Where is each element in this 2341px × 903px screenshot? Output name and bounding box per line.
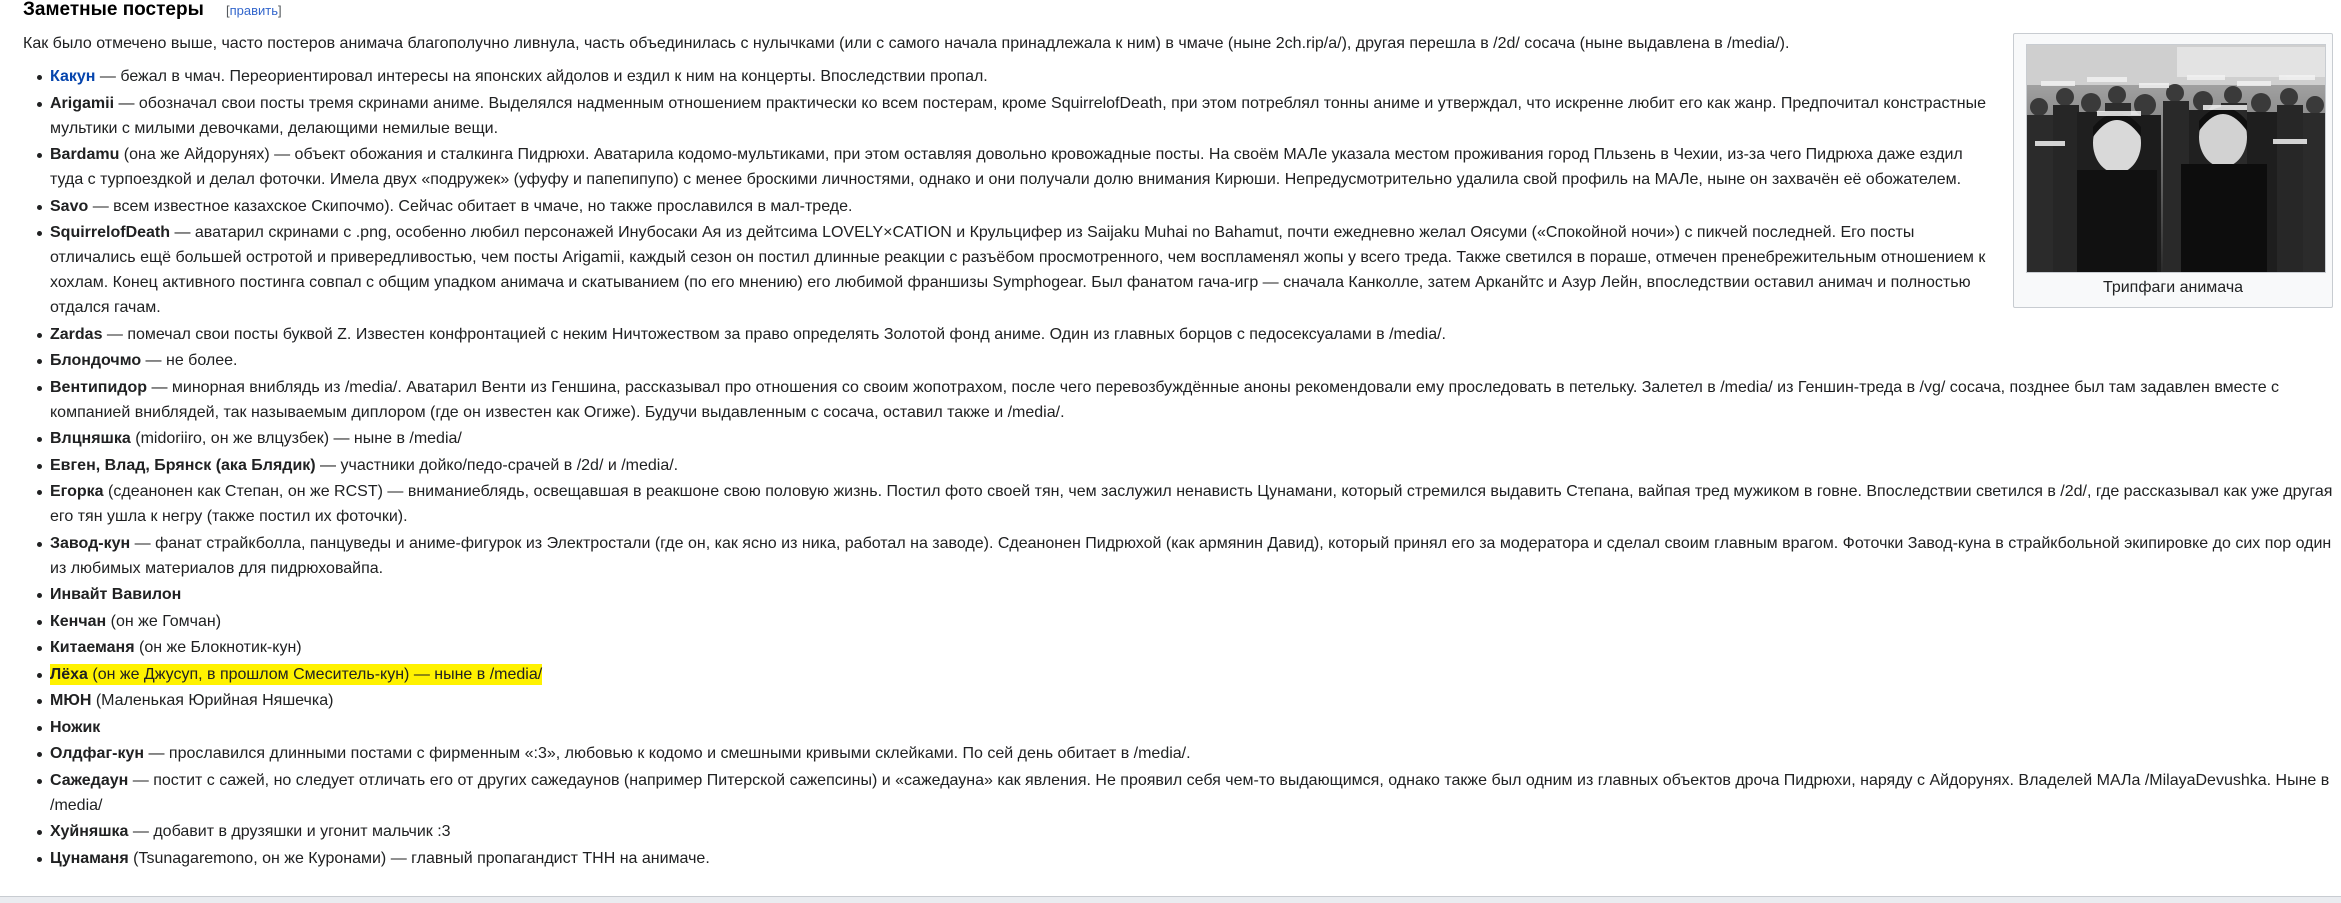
poster-description: — участники дойко/педо-срачей в /2d/ и /media/.	[315, 456, 679, 474]
poster-description: — постит с сажей, но следует отличать его от других сажедаунов (например Питерской сажепсины) и «сажедауна» как явления. Не проявил себя чем-то выдающимся, однако также был одним из главных объектов дроча Пидрюхи, наряду с Айдорунях. Владелей МАЛа /MilayaDevushka. Ныне в /media/	[50, 771, 2330, 814]
list-item	[23, 768, 2333, 818]
poster-name: Хуйняшка	[50, 823, 129, 840]
poster-name: Евген, Влад, Брянск (ака Блядик)	[50, 456, 316, 474]
poster-description: (сдеанонен как Степан, он же RCST) — вниманиеблядь, освещавшая в реакшоне свою половую жизнь. Постил фото своей тян, чем заслужил ненависть Цунамани, который стремился выдавить Степана, вайпая тред мужиком в говне. Впоследствии светился в /2d/, где рассказывал как уже другая его тян ушла к негру (также постил их фоточки).	[50, 483, 2333, 525]
poster-name: Егорка	[50, 483, 104, 500]
poster-name: Влцняшка	[50, 430, 131, 447]
poster-name: Инвайт Вавилон	[50, 586, 182, 603]
poster-name: Вентипидор	[50, 378, 147, 396]
poster-name: МЮН	[50, 692, 92, 709]
poster-name: Блондочмо	[50, 352, 142, 369]
list-item-highlighted	[23, 662, 2333, 687]
poster-description: — добавит в друзяшки и угонит мальчик :3	[128, 823, 451, 840]
poster-name: Цунаманя	[50, 849, 129, 867]
edit-section-link-wrapper	[226, 3, 282, 19]
list-item	[23, 322, 2000, 347]
poster-description: — аватарил скринами с .png, особенно любил персонажей Инубосаки Ая из дейтсима LOVELY×CATION и Крульцифер из Saijaku Muhai no Bahamut, почти ежедневно желал Оясуми («Спокойной ночи») с пикчей последней. Его посты отличались ещё большей остротой и привередливостью, чем посты Arigamii, каждый сезон он постил длинные реакции с разъёбом просмотренного, чем воспламенял жопы у всего треда. Также светился в пораше, отмечен пренебрежительным отношением к хохлам. Конец активного постинга совпал с общим упадком анимача и скатыванием (по его мнению) его любимой франшизы Symphogear. Был фанатом гача-игр — сначала Канколле, затем Арканйтс и Азур Лейн, впоследствии оставил анимач и полностью отдался гачам.	[50, 224, 1986, 316]
poster-name: Bardamu	[50, 146, 120, 163]
poster-description: — прославился длинными постами с фирменным «:3», любовью к кодомо и смешными кривыми склейками. По сей день обитает в /media/.	[144, 745, 1191, 762]
edit-bracket-open: [	[226, 3, 230, 18]
list-item	[23, 531, 2333, 581]
list-item	[23, 846, 2333, 871]
poster-description: (он же Гомчан)	[106, 612, 222, 630]
list-item	[23, 609, 2333, 634]
poster-name: Savo	[50, 197, 89, 215]
list-item	[23, 635, 2333, 660]
section-heading: Заметные постеры	[23, 0, 204, 20]
poster-name: Arigamii	[50, 94, 115, 112]
poster-description: (он же Блокнотик-кун)	[134, 639, 302, 656]
poster-name: Завод-кун	[50, 534, 131, 552]
list-item	[23, 91, 2000, 141]
edit-bracket-close: ]	[278, 3, 282, 18]
poster-name: Олдфаг-кун	[50, 745, 145, 762]
list-item	[23, 479, 2333, 529]
intro-paragraph: Как было отмечено выше, часто постеров анимача благополучно ливнула, часть объединилась с нулычками (или с самого начала принадлежала к ним) в чмаче (ныне 2ch.rip/a/), другая перешла в /2d/ сосача (ныне выдавлена в /media/).	[23, 35, 1790, 52]
list-item	[23, 819, 2333, 844]
poster-name: SquirrelofDeath	[50, 224, 171, 241]
poster-description: (он же Джусуп, в прошлом Смеситель-кун) — ныне в /media/	[87, 665, 543, 683]
poster-name: Ножик	[50, 718, 101, 736]
poster-name: Сажедаун	[50, 771, 129, 789]
horizontal-scrollbar[interactable]	[0, 896, 2341, 903]
poster-description: — минорная вниблядь из /media/. Аватарил Венти из Геншина, рассказывал про отношения со своим жопотрахом, после чего перевозбуждённые аноны рекомендовали ему проследовать в петельку. Залетел в /media/ из Геншин-треда в /vg/ сосача, позднее был там задавлен вместе с компанией вниблядей, так называемым диплором (где он известен как Огиже). Будучи выдавленным с сосача, оставил также и /media/.	[50, 378, 2280, 421]
list-item	[23, 194, 2000, 219]
list-item	[23, 426, 2333, 451]
poster-description: — бежал в чмач. Переориентировал интересы на японских айдолов и ездил к ним на концерты. Впоследствии пропал.	[95, 68, 988, 85]
poster-description: — не более.	[141, 352, 238, 369]
figure-caption: Трипфаги анимача	[2102, 279, 2244, 296]
list-item	[23, 220, 2000, 320]
poster-name: Лёха	[50, 665, 88, 683]
list-item	[23, 348, 2333, 373]
poster-description: (midoriiro, он же влцузбек) — ныне в /media/	[130, 430, 462, 447]
text-highlight	[50, 664, 542, 685]
list-item	[23, 64, 2000, 89]
poster-name: Кенчан	[50, 612, 107, 630]
poster-description: — всем известное казахское Скипочмо). Сейчас обитает в чмаче, но также прославился в мал-треде.	[88, 197, 853, 215]
list-item	[23, 142, 2000, 192]
poster-description: — помечал свои посты буквой Z. Известен конфронтацией с неким Ничтожеством за право определять Золотой фонд аниме. Один из главных борцов с педосексуалами в /media/.	[102, 325, 1446, 343]
poster-name: Китаеманя	[50, 639, 135, 656]
list-item	[23, 582, 2333, 607]
poster-name-link[interactable]: Какун	[50, 68, 96, 85]
poster-description: — обозначал свои посты тремя скринами аниме. Выделялся надменным отношением практически ко всем постерам, кроме SquirrelofDeath, при этом потреблял тонны аниме и утверждал, что искренне любит его как жанр. Предпочитал констрастные мультики с милыми девочками, делающими немилые вещи.	[50, 94, 1987, 137]
list-item	[23, 715, 2333, 740]
list-item	[23, 688, 2333, 713]
list-item	[23, 453, 2333, 478]
list-item	[23, 741, 2333, 766]
list-item	[23, 375, 2333, 425]
poster-description: (Маленькая Юрийная Няшечка)	[91, 692, 334, 709]
posters-list	[23, 64, 2333, 872]
poster-name: Zardas	[50, 325, 103, 343]
poster-description: (она же Айдорунях) — объект обожания и сталкинга Пидрюхи. Аватарила кодомо-мультиками, при этом оставляя довольно кровожадные посты. На своём МАЛе указала местом проживания город Пльзень в Чехии, из-за чего Пидрюха даже ездил туда с турпоездкой и делал фоточки. Имела двух «подружек» (уфуфу и папепипупо) с менее броскими личностями, однако и они получали долю внимания Кирюши. Непредусмотрительно удалила свой профиль на МАЛе, ныне он захвачён её обожателем.	[50, 146, 1963, 188]
edit-section-link[interactable]: править	[229, 3, 279, 18]
poster-description: (Tsunagaremono, он же Куронами) — главный пропагандист ТНН на анимаче.	[128, 849, 710, 867]
poster-description: — фанат страйкболла, панцуведы и аниме-фигурок из Электростали (где он, как ясно из ника, работал на заводе). Сдеанонен Пидрюхой (как армянин Давид), который принял его за модератора и сделал своим главным врагом. Фоточки Завод-куна в страйкбольной экипировке до сих пор один из любимых материалов для пидрюховайпа.	[50, 534, 2332, 577]
